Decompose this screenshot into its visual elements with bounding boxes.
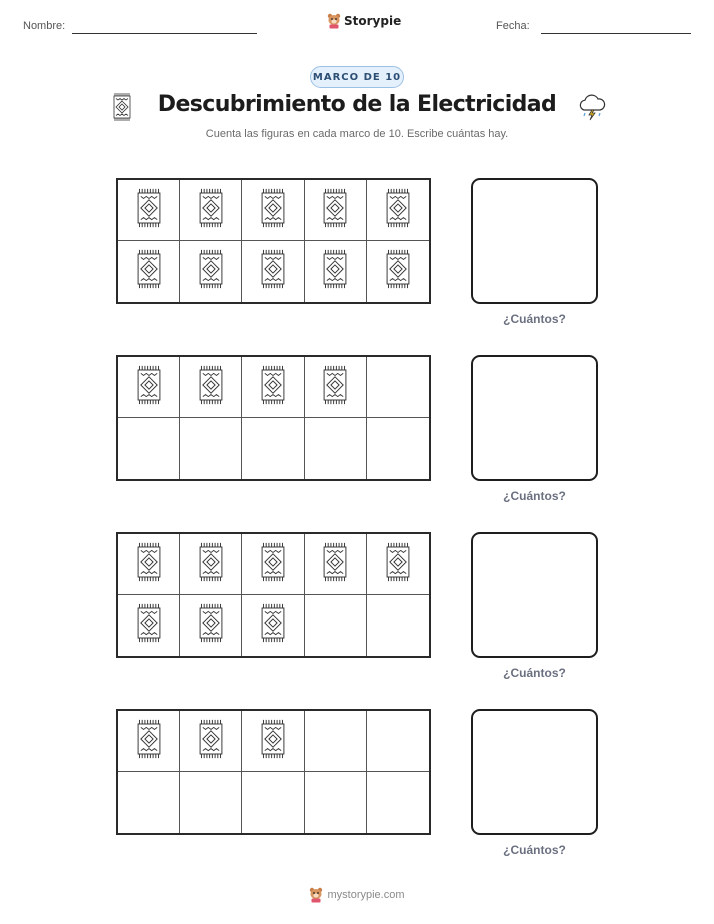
- frame-cell: [367, 772, 429, 833]
- frame-cell: [367, 711, 429, 772]
- ten-frame-4: [116, 709, 431, 835]
- footer: [0, 887, 714, 903]
- frame-cell: [367, 418, 429, 479]
- rug-icon: [320, 186, 350, 235]
- how-many-label-2: ¿Cuántos?: [503, 489, 566, 503]
- frame-cell: [118, 357, 180, 418]
- rug-icon: [196, 247, 226, 296]
- brand-name: Storypie: [344, 14, 402, 28]
- worksheet-type-badge: MARCO DE 10: [310, 66, 404, 88]
- frame-cell: [180, 418, 242, 479]
- footer-url: mystorypie.com: [327, 889, 405, 901]
- frame-cell: [118, 595, 180, 656]
- rug-icon: [320, 540, 350, 589]
- rug-icon: [383, 186, 413, 235]
- date-label: Fecha:: [496, 20, 530, 32]
- frame-cell: [242, 711, 304, 772]
- rug-icon: [196, 601, 226, 650]
- ten-frame-1: [116, 178, 431, 304]
- frame-cell: [242, 357, 304, 418]
- frame-cell: [180, 711, 242, 772]
- frame-cell: [367, 241, 429, 302]
- rug-icon: [383, 540, 413, 589]
- rug-icon: [258, 601, 288, 650]
- frame-cell: [242, 241, 304, 302]
- rug-icon: [134, 186, 164, 235]
- frame-cell: [305, 357, 367, 418]
- frame-cell: [305, 595, 367, 656]
- frame-cell: [367, 595, 429, 656]
- frame-cell: [118, 711, 180, 772]
- frame-cell: [242, 772, 304, 833]
- name-label: Nombre:: [23, 20, 66, 32]
- frame-cell: [305, 711, 367, 772]
- rug-icon: [258, 363, 288, 412]
- frame-cell: [180, 180, 242, 241]
- how-many-label-1: ¿Cuántos?: [503, 312, 566, 326]
- frame-cell: [242, 180, 304, 241]
- frame-cell: [242, 534, 304, 595]
- frame-cell: [180, 595, 242, 656]
- frame-cell: [118, 418, 180, 479]
- frame-cell: [305, 180, 367, 241]
- frame-cell: [305, 772, 367, 833]
- rug-icon: [258, 717, 288, 766]
- frame-cell: [242, 418, 304, 479]
- rug-icon: [196, 186, 226, 235]
- rug-icon: [258, 247, 288, 296]
- frame-cell: [242, 595, 304, 656]
- rug-icon: [196, 540, 226, 589]
- rug-icon: [134, 601, 164, 650]
- name-line[interactable]: [72, 33, 257, 34]
- ten-frame-2: [116, 355, 431, 481]
- brand-logo: [327, 13, 401, 29]
- frame-cell: [180, 357, 242, 418]
- frame-cell: [118, 534, 180, 595]
- rug-icon: [134, 540, 164, 589]
- frame-cell: [118, 180, 180, 241]
- rug-icon: [320, 363, 350, 412]
- frame-cell: [180, 534, 242, 595]
- rug-icon: [134, 717, 164, 766]
- how-many-label-4: ¿Cuántos?: [503, 843, 566, 857]
- frame-cell: [305, 418, 367, 479]
- bear-icon: [309, 887, 323, 903]
- frame-cell: [367, 534, 429, 595]
- rug-icon: [258, 540, 288, 589]
- frame-cell: [367, 357, 429, 418]
- instructions: Cuenta las figuras en cada marco de 10. Escribe cuántas hay.: [205, 128, 509, 140]
- rug-icon: [258, 186, 288, 235]
- frame-cell: [118, 772, 180, 833]
- frame-cell: [180, 241, 242, 302]
- ten-frame-3: [116, 532, 431, 658]
- date-line[interactable]: [541, 33, 691, 34]
- rug-icon: [383, 247, 413, 296]
- frame-cell: [118, 241, 180, 302]
- storm-cloud-icon: [577, 93, 607, 121]
- page-title: Descubrimiento de la Electricidad: [157, 92, 557, 117]
- answer-box-4[interactable]: [471, 709, 598, 835]
- answer-box-2[interactable]: [471, 355, 598, 481]
- rug-icon: [134, 247, 164, 296]
- rug-icon: [196, 717, 226, 766]
- answer-box-3[interactable]: [471, 532, 598, 658]
- answer-box-1[interactable]: [471, 178, 598, 304]
- frame-cell: [367, 180, 429, 241]
- frame-cell: [180, 772, 242, 833]
- frame-cell: [305, 241, 367, 302]
- rug-icon: [320, 247, 350, 296]
- rug-icon: [134, 363, 164, 412]
- how-many-label-3: ¿Cuántos?: [503, 666, 566, 680]
- bear-icon: [327, 13, 341, 29]
- frame-cell: [305, 534, 367, 595]
- rug-icon: [196, 363, 226, 412]
